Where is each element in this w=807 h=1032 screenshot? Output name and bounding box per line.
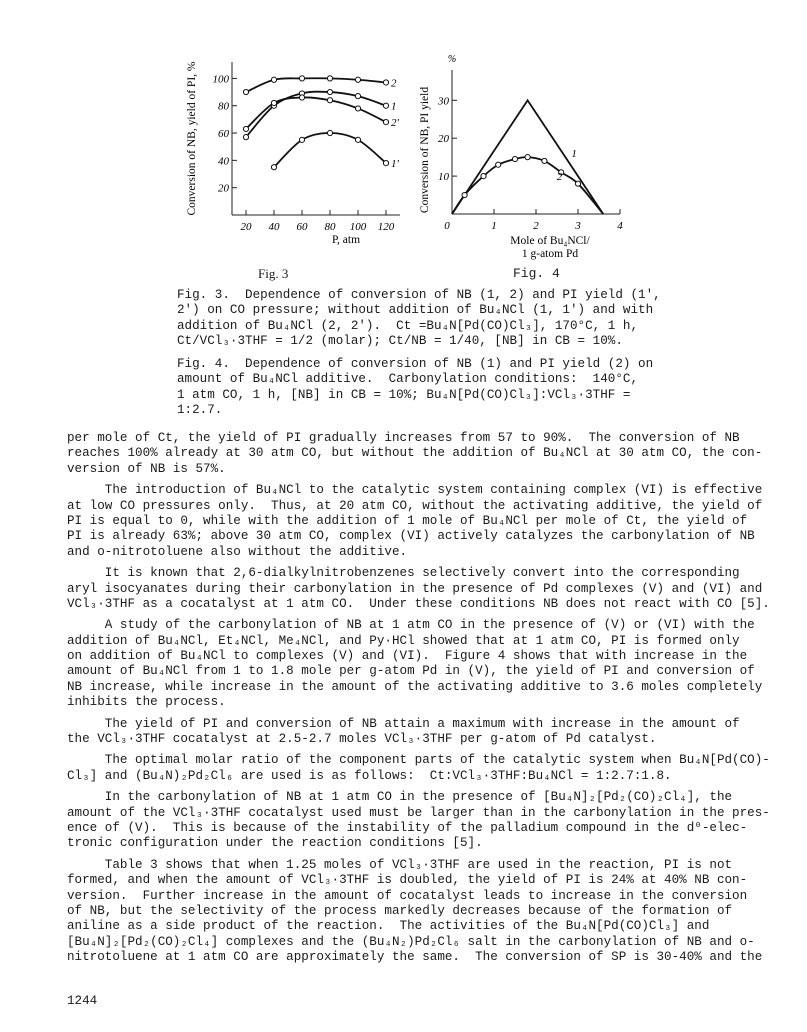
fig4-series-line (452, 157, 603, 214)
fig4-x-tick-label: 4 (617, 220, 623, 232)
body-line: It is known that 2,6-dialkylnitrobenzenes selectively convert into the corresponding (67, 566, 740, 581)
body-line: and o-nitrotoluene also without the additive. (67, 544, 408, 559)
fig3-series-label: 1' (391, 158, 399, 171)
fig4-x-tick-label: 2 (533, 220, 539, 232)
fig4-data-point (525, 155, 530, 160)
fig4-series-group (452, 100, 603, 214)
body-line: formed, and when the amount of VCl₃·3THF is doubled, the yield of PI is 24% at 40% NB con- (67, 873, 748, 888)
fig3-x-tick-label: 100 (349, 221, 367, 233)
body-text (67, 431, 770, 966)
fig3-data-point (327, 98, 332, 103)
fig4-y-tick-label: 30 (438, 95, 449, 108)
fig3-series-label: 1 (391, 100, 397, 113)
fig3-data-point (327, 130, 332, 135)
fig4-caption (177, 357, 677, 419)
fig3-data-point (271, 100, 276, 105)
fig3-data-point (383, 103, 388, 108)
fig4-data-point (462, 192, 467, 197)
fig3-data-point (327, 76, 332, 81)
body-line: per mole of Ct, the yield of PI gradually increases from 57 to 90%. The conversion of NB (67, 431, 740, 445)
fig3-data-point (355, 94, 360, 99)
body-line: inhibits the process. (67, 695, 226, 710)
figure-3-chart (180, 50, 420, 260)
fig3-x-axis-label: P, atm (331, 234, 361, 246)
body-line: aniline as a side product of the reaction. The activities of the Bu₄N[Pd(CO)Cl₃] and (67, 919, 710, 934)
fig3-y-tick-label: 20 (218, 182, 229, 195)
body-line: version. Further increase in the amount of cocatalyst leads to increase in the conversion (67, 888, 748, 903)
fig4-data-point (496, 162, 501, 167)
fig3-series-label: 2' (391, 117, 399, 130)
body-line: aryl isocyanates during their carbonylation in the presence of Pd complexes (V) and (VI) and (67, 581, 763, 596)
fig3-series-line (274, 133, 386, 167)
fig3-axes (186, 61, 400, 246)
fig3-data-point (327, 89, 332, 94)
fig3-data-point (243, 126, 248, 131)
fig3-data-point (383, 160, 388, 165)
fig4-y-axis-label: Conversion of NB, PI yield (419, 86, 431, 214)
fig3-data-point (271, 77, 276, 82)
body-line: tronic configuration under the reaction conditions [5]. (67, 836, 483, 851)
fig3-x-tick-label: 60 (296, 221, 308, 233)
fig3-y-tick-label: 100 (212, 73, 229, 86)
fig4-label: Fig. 4 (513, 266, 560, 281)
fig3-data-point (299, 95, 304, 100)
fig4-x-axis-label-line2: 1 g-atom Pd (521, 248, 579, 260)
body-line: Cl₃] and (Bu₄N)₂Pd₂Cl₆ are used is as follows: Ct:VCl₃·3THF:Bu₄NCl = 1:2.7:1.8. (67, 768, 672, 783)
fig4-y-tick-label: 20 (438, 133, 449, 146)
fig3-series-group (243, 76, 399, 170)
body-line: on addition of Bu₄NCl to complexes (V) and (VI). Figure 4 shows that with increase in the (67, 649, 748, 664)
body-line: addition of Bu₄NCl, Et₄NCl, Me₄NCl, and Py·HCl showed that at 1 atm CO, PI is formed only (67, 633, 740, 648)
body-line: PI is already 63%; above 30 atm CO, complex (VI) actively catalyzes the carbonylation of NB (67, 529, 755, 544)
fig3-data-point (243, 89, 248, 94)
caption-line: 1 atm CO, 1 h, [NB] in CB = 10%; Bu₄N[Pd(CO)Cl₃]:VCl₃·3THF = (177, 387, 631, 402)
caption-line: Fig. 3. Dependence of conversion of NB (1, 2) and PI yield (1', (177, 288, 661, 302)
fig3-data-point (299, 137, 304, 142)
fig3-data-point (355, 137, 360, 142)
body-line: of NB, but the selectivity of the process markedly decreases because of the formation of (67, 903, 733, 918)
body-line: the VCl₃·3THF cocatalyst at 2.5-2.7 moles VCl₃·3THF per g-atom of Pd catalyst. (67, 732, 657, 747)
body-line: [Bu₄N]₂[Pd₂(CO)₂Cl₄] complexes and the (Bu₄N₂)Pd₂Cl₆ salt in the carbonylation of NB and o- (67, 934, 755, 949)
fig4-data-point (575, 181, 580, 186)
fig3-x-tick-label: 20 (240, 221, 252, 233)
fig4-series-label: 2 (556, 170, 563, 183)
fig3-data-point (271, 165, 276, 170)
fig4-data-point (481, 174, 486, 179)
body-line: A study of the carbonylation of NB at 1 atm CO in the presence of (V) or (VI) with the (67, 618, 755, 633)
fig3-label: Fig. 3 (258, 266, 289, 281)
body-line: The optimal molar ratio of the component parts of the catalytic system when Bu₄N[Pd(CO)- (67, 753, 770, 768)
caption-line: addition of Bu₄NCl (2, 2'). Ct =Bu₄N[Pd(CO)Cl₃], 170°C, 1 h, (177, 318, 639, 333)
body-line: ence of (V). This is because of the instability of the palladium compound in the d⁰-elec- (67, 820, 748, 835)
fig3-data-point (383, 120, 388, 125)
fig4-y-unit: % (447, 54, 457, 65)
page-number: 1244 (67, 994, 98, 1008)
fig3-series-line (246, 78, 386, 92)
body-line: reaches 100% already at 30 atm CO, but without the addition of Bu₄NCl at 30 atm CO, the con- (67, 446, 763, 461)
fig3-y-axis-label: Conversion of NB, yield of PI, % (186, 61, 198, 216)
fig4-data-point (512, 156, 517, 161)
fig3-data-point (383, 80, 388, 85)
body-line: The yield of PI and conversion of NB attain a maximum with increase in the amount of (67, 716, 740, 731)
fig3-data-point (299, 76, 304, 81)
body-line: amount of Bu₄NCl from 1 to 1.8 mole per g-atom Pd in (V), the yield of PI and conversion of (67, 664, 755, 679)
body-line: at low CO pressures only. Thus, at 20 atm CO, without the activating additive, the yield of (67, 498, 763, 513)
figure-4-chart (410, 42, 650, 267)
caption-line: Ct/VCl₃·3THF = 1/2 (molar); Ct/NB = 1/40, [NB] in CB = 10%. (177, 334, 623, 349)
fig3-x-tick-label: 80 (324, 221, 336, 233)
fig4-data-point (542, 158, 547, 163)
fig4-x-tick-label: 1 (491, 220, 497, 232)
caption-line: Fig. 4. Dependence of conversion of NB (1) and PI yield (2) on (177, 357, 654, 371)
body-line: The introduction of Bu₄NCl to the catalytic system containing complex (VI) is effective (67, 483, 763, 498)
body-line: nitrotoluene at 1 atm CO are approximately the same. The conversion of SP is 30-40% and the (67, 950, 763, 965)
body-line: Table 3 shows that when 1.25 moles of VCl₃·3THF are used in the reaction, PI is not (67, 857, 733, 872)
fig3-x-tick-label: 120 (377, 221, 395, 233)
caption-line: 2') on CO pressure; without addition of Bu₄NCl (1, 1') and with (177, 303, 654, 318)
fig3-y-tick-label: 80 (218, 100, 229, 113)
body-line: PI is equal to 0, while with the addition of 1 mole of Bu₄NCl per mole of Ct, the yield of (67, 513, 748, 528)
body-line: In the carbonylation of NB at 1 atm CO in the presence of [Bu₄N]₂[Pd₂(CO)₂Cl₄], the (67, 790, 733, 805)
fig4-x-tick-label: 3 (575, 220, 581, 232)
fig3-x-tick-label: 40 (268, 221, 280, 233)
caption-line: 1:2.7. (177, 403, 223, 418)
body-line: NB increase, while increase in the amount of the activating additive to 3.6 moles completely (67, 679, 763, 694)
fig3-y-tick-label: 60 (218, 128, 229, 141)
fig3-series-label: 2 (391, 77, 397, 90)
body-line: version of NB is 57%. (67, 461, 226, 476)
fig4-y-tick-label: 10 (438, 171, 449, 184)
fig3-data-point (355, 77, 360, 82)
fig3-data-point (355, 106, 360, 111)
fig4-series-label: 1 (571, 148, 577, 161)
fig4-x-tick-label: 0 (444, 220, 450, 232)
fig3-data-point (243, 135, 248, 140)
fig3-caption (177, 288, 677, 350)
caption-line: amount of Bu₄NCl additive. Carbonylation conditions: 140°C, (177, 372, 639, 387)
body-line: amount of the VCl₃·3THF cocatalyst used must be larger than in the carbonylation in the pres- (67, 805, 770, 820)
fig4-x-axis-label-line1: Mole of Bu₄NCl/ (510, 235, 590, 247)
body-line: VCl₃·3THF as a cocatalyst at 1 atm CO. Under these conditions NB does not react with CO [5]. (67, 596, 770, 611)
fig3-y-tick-label: 40 (218, 155, 229, 168)
